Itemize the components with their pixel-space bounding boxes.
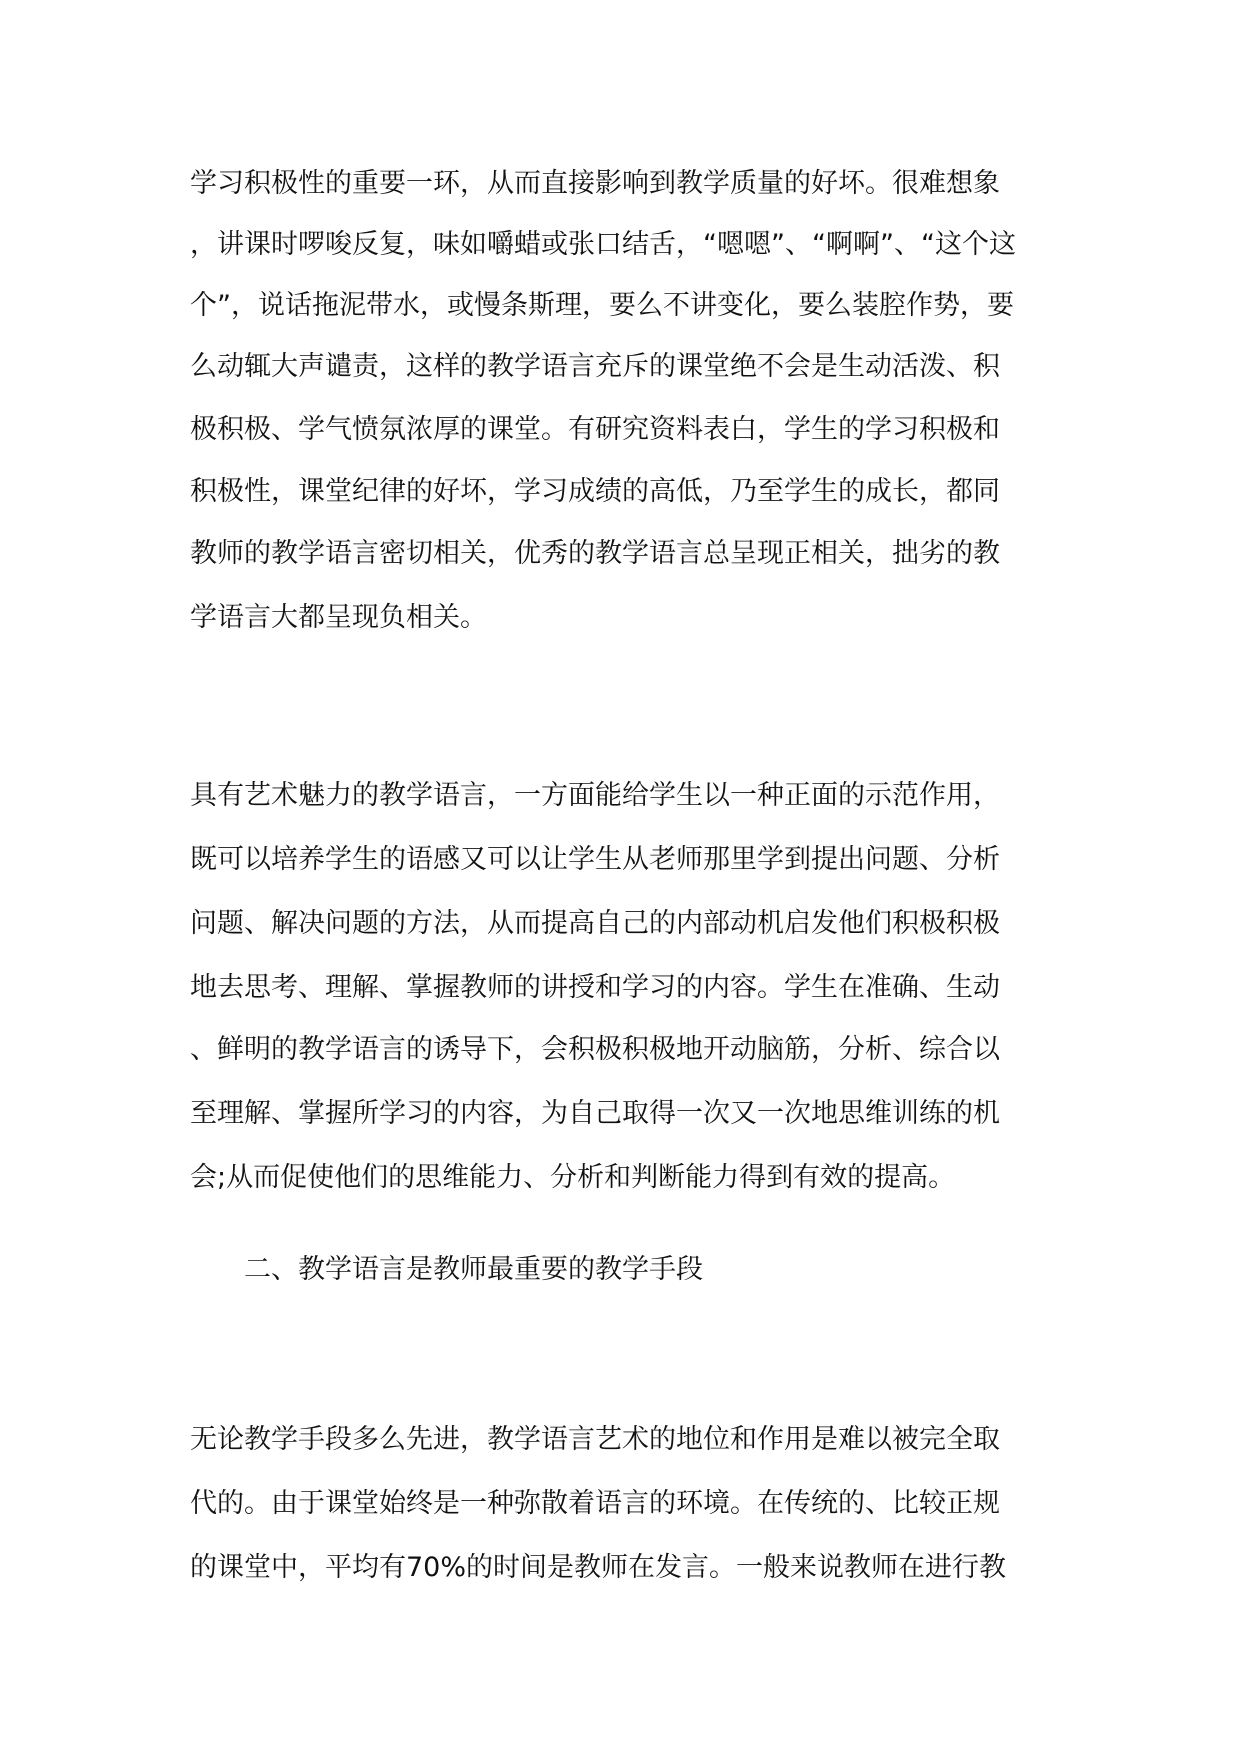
text-line: 地去思考、理解、掌握教师的讲授和学习的内容。学生在准确、生动 — [190, 972, 1000, 1003]
text-line: 个”，说话拖泥带水，或慢条斯理，要么不讲变化，要么装腔作势，要 — [190, 290, 1014, 321]
text-line: 代的。由于课堂始终是一种弥散着语言的环境。在传统的、比较正规 — [190, 1488, 1000, 1519]
text-line: 无论教学手段多么先进，教学语言艺术的地位和作用是难以被完全取 — [190, 1424, 1000, 1455]
text-line: 教师的教学语言密切相关，优秀的教学语言总呈现正相关，拙劣的教 — [190, 538, 1000, 569]
text-line: 具有艺术魅力的教学语言，一方面能给学生以一种正面的示范作用， — [190, 780, 1000, 811]
text-line: 学语言大都呈现负相关。 — [190, 602, 487, 633]
text-line: 会;从而促使他们的思维能力、分析和判断能力得到有效的提高。 — [190, 1162, 956, 1193]
text-line: 的课堂中，平均有70%的时间是教师在发言。一般来说教师在进行教 — [190, 1552, 1007, 1583]
text-line: ，讲课时啰唆反复，味如嚼蜡或张口结舌，“嗯嗯”、“啊啊”、“这个这 — [190, 229, 1016, 260]
text-line: 至理解、掌握所学习的内容，为自己取得一次又一次地思维训练的机 — [190, 1098, 1000, 1129]
text-line: 学习积极性的重要一环，从而直接影响到教学质量的好坏。很难想象 — [190, 168, 1000, 199]
text-line: 、鲜明的教学语言的诱导下，会积极积极地开动脑筋，分析、综合以 — [190, 1034, 1000, 1065]
text-line: 么动辄大声谴责，这样的教学语言充斥的课堂绝不会是生动活泼、积 — [190, 351, 1000, 382]
text-line: 问题、解决问题的方法，从而提高自己的内部动机启发他们积极积极 — [190, 908, 1000, 939]
text-line: 极积极、学气愤氛浓厚的课堂。有研究资料表白，学生的学习积极和 — [190, 414, 1000, 445]
section-heading: 二、教学语言是教师最重要的教学手段 — [244, 1254, 703, 1285]
text-line: 积极性，课堂纪律的好坏，学习成绩的高低，乃至学生的成长，都同 — [190, 476, 1000, 507]
text-line: 既可以培养学生的语感又可以让学生从老师那里学到提出问题、分析 — [190, 844, 1000, 875]
